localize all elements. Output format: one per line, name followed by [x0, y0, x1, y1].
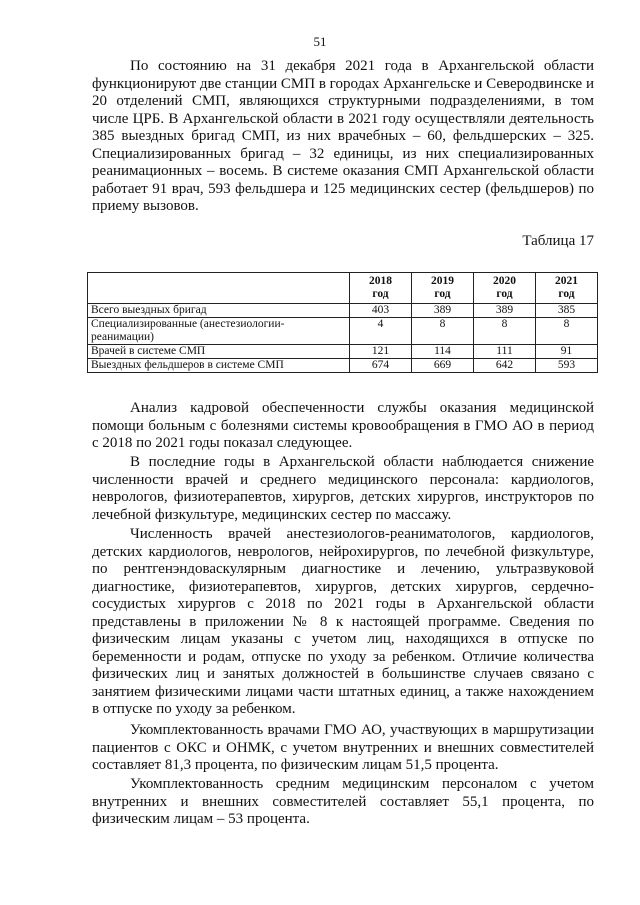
- cell-value: 669: [412, 359, 474, 373]
- paragraph-smp-overview: По состоянию на 31 декабря 2021 года в Архангельской области функционируют две станции СМП в городах Архангельске и Северодвинске и 20 отделений СМП, являющихся структурными подразделениями, в том числе ЦРБ. В Архангельской области в 2021 году осуществляли деятельность 385 выездных бригад СМП, из них врачебных – 60, фельдшерских – 325. Специализированных бригад – 32 единицы, из них специализированных реанимационных – восемь. В системе оказания СМП Архангельской области работает 91 врач, 593 фельдшера и 125 медицинских сестер (фельдшеров) по приему вызовов.: [92, 58, 594, 214]
- cell-value: 385: [536, 304, 598, 318]
- table-row: [88, 345, 598, 359]
- cell-value: 111: [474, 345, 536, 359]
- cell-value: 403: [350, 304, 412, 318]
- cell-value: 114: [412, 345, 474, 359]
- paragraph-doctor-numbers: Численность врачей анестезиологов-реаниматологов, кардиологов, детских кардиологов, неврологов, нейрохирургов, по лечебной физкультуре, по рентгенэндоваскулярным диагностике и лечению, ультразвуковой диагностике, физиотерапевтов, хирургов, детских хирургов, сердечно-сосудистых хирургов с 2018 по 2021 годы в Архангельской области представлены в приложении № 8 к настоящей программе. Сведения по физическим лицам указаны с учетом лиц, находящихся в отпуске по беременности и родам, отпуске по уходу за ребенком. Отличие количества физических лиц и занятых должностей в большинстве случаев связано с занятием физическими лицами части штатных единиц, а также нахождением в отпуске по уходу за ребенком.: [92, 526, 594, 717]
- cell-value: 91: [536, 345, 598, 359]
- table-header-empty: [88, 273, 350, 304]
- brigades-table: [87, 272, 598, 373]
- cell-value: 674: [350, 359, 412, 373]
- row-label: Всего выездных бригад: [88, 304, 350, 318]
- table-row: [88, 304, 598, 318]
- cell-value: 8: [474, 318, 536, 345]
- table-caption: Таблица 17: [522, 233, 594, 249]
- table-header-2019: 2019 год: [412, 273, 474, 304]
- cell-value: 8: [536, 318, 598, 345]
- cell-value: 389: [474, 304, 536, 318]
- cell-value: 4: [350, 318, 412, 345]
- paragraph-staffing-analysis: Анализ кадровой обеспеченности службы оказания медицинской помощи больным с болезнями системы кровообращения в ГМО АО в период с 2018 по 2021 годы показал следующее.: [92, 400, 594, 451]
- row-label: Врачей в системе СМП: [88, 345, 350, 359]
- cell-value: 389: [412, 304, 474, 318]
- paragraph-nurse-staffing: Укомплектованность средним медицинским персоналом с учетом внутренних и внешних совместителей составляет 55,1 процента, по физическим лицам – 53 процента.: [92, 776, 594, 827]
- paragraph-doctor-staffing: Укомплектованность врачами ГМО АО, участвующих в маршрутизации пациентов с ОКС и ОНМК, с учетом внутренних и внешних совместителей составляет 81,3 процента, по физическим лицам 51,5 процента.: [92, 722, 594, 773]
- table-row: [88, 318, 598, 345]
- table-header-row: [88, 273, 598, 304]
- table-row: [88, 359, 598, 373]
- cell-value: 593: [536, 359, 598, 373]
- row-label: Выездных фельдшеров в системе СМП: [88, 359, 350, 373]
- row-label: Специализированные (анестезиологии-реанимации): [88, 318, 350, 345]
- cell-value: 642: [474, 359, 536, 373]
- table-header-2018: 2018 год: [350, 273, 412, 304]
- cell-value: 8: [412, 318, 474, 345]
- paragraph-staff-decline: В последние годы в Архангельской области наблюдается снижение численности врачей и среднего медицинского персонала: кардиологов, неврологов, физиотерапевтов, хирургов, детских хирургов, инструкторов по лечебной физкультуре, медицинских сестер по массажу.: [92, 454, 594, 523]
- page-number: 51: [313, 34, 327, 49]
- table-header-2020: 2020 год: [474, 273, 536, 304]
- table-header-2021: 2021 год: [536, 273, 598, 304]
- cell-value: 121: [350, 345, 412, 359]
